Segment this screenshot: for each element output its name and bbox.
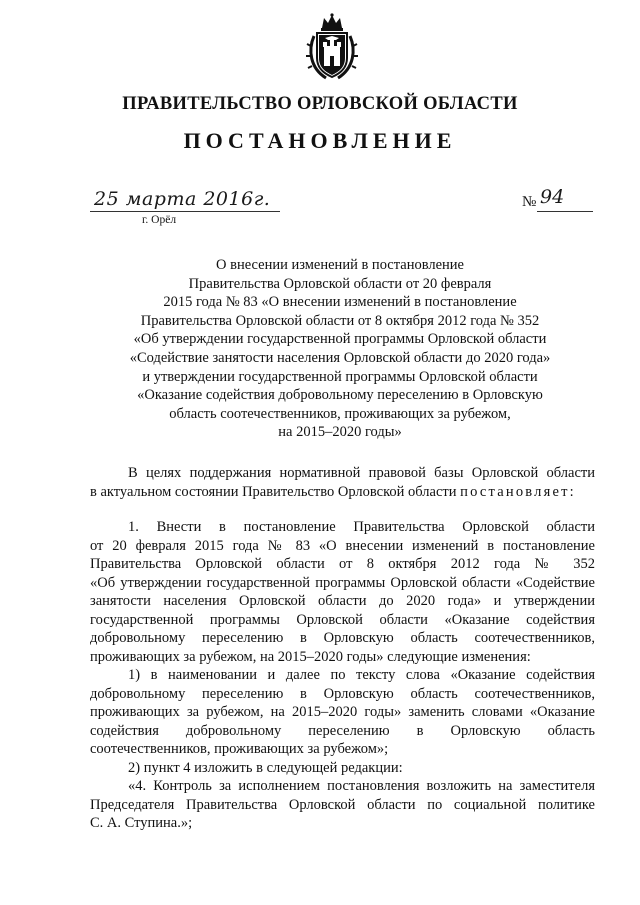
preamble-line xyxy=(90,483,595,502)
document-type-heading: ПОСТАНОВЛЕНИЕ xyxy=(183,128,457,153)
body-line: проживающих за рубежом, на 2015–2020 годы» заменить словами «Оказание xyxy=(90,704,595,720)
subject-line: Правительства Орловской области от 8 октября 2012 года № 352 xyxy=(140,312,540,329)
preamble-text: в актуальном состоянии Правительство Орловской области xyxy=(90,483,461,500)
decree-word: постановляет: xyxy=(460,483,576,500)
subject-line: «Оказание содействия добровольному переселению в Орловскую xyxy=(137,387,543,404)
body-line: содействия добровольному переселению в Орловскую область xyxy=(90,722,595,739)
body-line: соотечественников, проживающих за рубежом»; xyxy=(90,741,389,757)
document-subject xyxy=(90,256,590,442)
body-line: добровольному переселению в Орловскую область соотечественников, xyxy=(90,685,595,702)
handwritten-number: 94 xyxy=(540,186,565,208)
preamble-paragraph xyxy=(90,464,595,501)
body-line: «4. Контроль за исполнением постановления возложить на заместителя xyxy=(128,778,595,794)
body-line: 1. Внести в постановление Правительства Орловской области xyxy=(128,519,595,535)
coat-of-arms-emblem xyxy=(306,12,358,82)
body-line: государственной программы Орловской области «Оказание содействия xyxy=(90,611,595,628)
subject-line: О внесении изменений в постановление xyxy=(216,257,464,273)
subject-line: на 2015–2020 годы» xyxy=(278,424,402,441)
body-line: Председателя Правительства Орловской области по социальной политике xyxy=(90,796,595,813)
body-line: от 20 февраля 2015 года № 83 «О внесении изменений в постановление xyxy=(90,537,595,554)
body-line: добровольному переселению в Орловскую область соотечественников, xyxy=(90,630,595,646)
handwritten-date: 25 марта 2016г. xyxy=(94,188,271,210)
government-title: ПРАВИТЕЛЬСТВО ОРЛОВСКОЙ ОБЛАСТИ xyxy=(122,94,518,114)
body-line: 2) пункт 4 изложить в следующей редакции: xyxy=(128,759,403,776)
subject-line: Правительства Орловской области от 20 февраля xyxy=(188,275,492,292)
number-prefix: № xyxy=(522,194,537,210)
body-line: занятости населения Орловской области до 2020 года» и утверждении xyxy=(90,593,595,609)
body-line: Правительства Орловской области от 8 октября 2012 года № 352 xyxy=(90,556,595,572)
body-line: проживающих за рубежом, на 2015–2020 годы» следующие изменения: xyxy=(90,648,531,665)
subject-line: «Содействие занятости населения Орловской области до 2020 года» xyxy=(129,349,551,366)
subject-line: 2015 года № 83 «О внесении изменений в постановление xyxy=(163,294,517,311)
subject-line: «Об утверждении государственной программы Орловской области xyxy=(133,331,547,348)
body-line: «Об утверждении государственной программы Орловской области «Содействие xyxy=(90,574,595,591)
date-underline xyxy=(90,211,280,212)
body-line: С. А. Ступина.»; xyxy=(90,815,193,831)
subject-line: и утверждении государственной программы Орловской области xyxy=(142,368,538,385)
number-underline xyxy=(537,211,593,212)
subject-line: область соотечественников, проживающих за рубежом, xyxy=(169,405,511,422)
preamble-line: В целях поддержания нормативной правовой базы Орловской области xyxy=(128,465,595,481)
decree-body xyxy=(90,518,595,833)
city-label: г. Орёл xyxy=(142,214,177,226)
body-line: 1) в наименовании и далее по тексту слова «Оказание содействия xyxy=(128,667,595,683)
